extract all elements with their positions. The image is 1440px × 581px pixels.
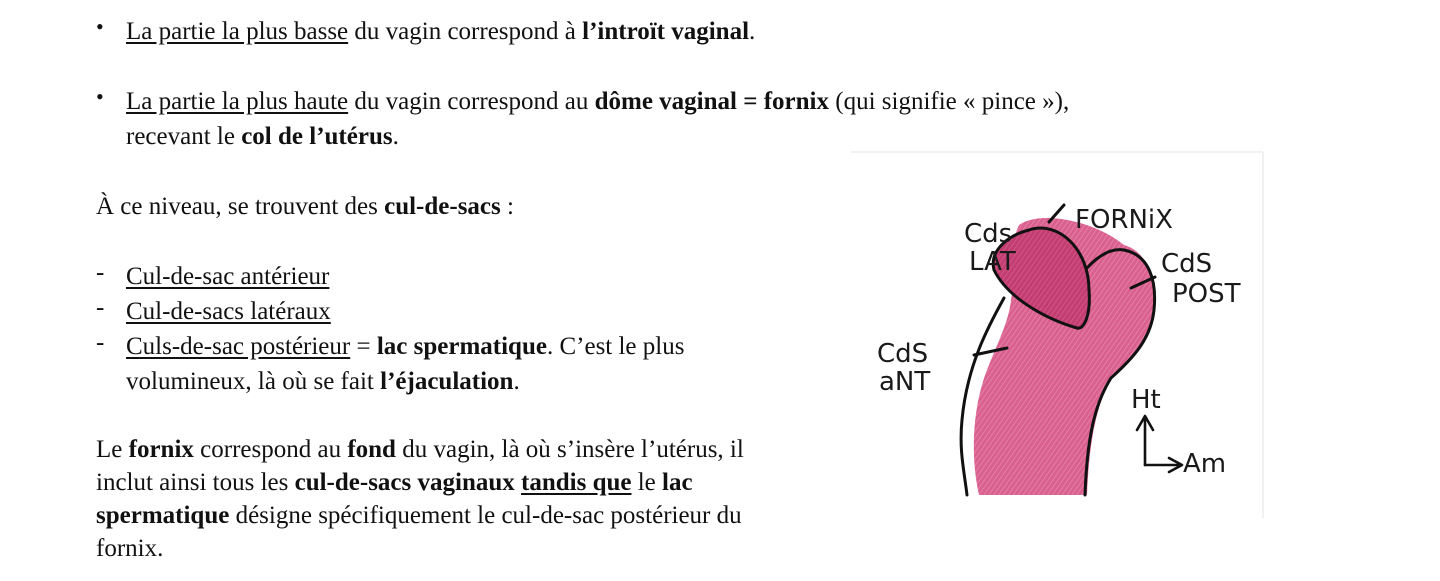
list-item-lateral bbox=[126, 294, 331, 329]
bullet-icon: • bbox=[96, 84, 104, 109]
label-cds-post-1: CdS bbox=[1161, 249, 1213, 279]
bold-term: l’éjaculation bbox=[380, 368, 514, 395]
bold-term: spermatique bbox=[96, 502, 230, 529]
paragraph-line-1 bbox=[96, 433, 744, 466]
arrow-up-icon bbox=[1137, 416, 1153, 465]
dash-marker: - bbox=[96, 259, 105, 286]
text: À ce niveau, se trouvent des bbox=[96, 193, 385, 220]
label-ht: Ht bbox=[1131, 385, 1161, 415]
bold-term: cul-de-sacs bbox=[384, 193, 501, 220]
underlined-phrase: Cul-de-sacs latéraux bbox=[126, 298, 331, 325]
label-cds-ant-1: CdS bbox=[877, 339, 929, 369]
fornix-drawing-svg bbox=[849, 150, 1265, 520]
text: = bbox=[350, 333, 377, 360]
list-item-posterior bbox=[126, 329, 684, 399]
label-fornix: FORNiX bbox=[1075, 205, 1173, 235]
fornix-drawing bbox=[849, 150, 1265, 520]
bold-term: lac spermatique bbox=[376, 333, 547, 360]
text: : bbox=[500, 193, 514, 220]
list-item-line-2 bbox=[126, 364, 684, 399]
text: du vagin correspond à bbox=[348, 18, 583, 45]
arrow-right-icon bbox=[1145, 458, 1182, 472]
underlined-phrase: La partie la plus haute bbox=[126, 88, 349, 115]
text: . bbox=[749, 18, 756, 45]
text: du vagin, là où s’insère l’utérus, il bbox=[395, 436, 744, 463]
bullet-icon: • bbox=[96, 14, 104, 39]
text: . C’est le plus bbox=[546, 333, 685, 360]
label-cds-ant-2: aNT bbox=[879, 367, 931, 397]
text: correspond au bbox=[193, 436, 348, 463]
label-am: Am bbox=[1183, 449, 1227, 479]
text: volumineux, là où se fait bbox=[126, 368, 381, 395]
bold-term: fond bbox=[347, 436, 396, 463]
bold-term: l’introït vaginal bbox=[582, 18, 750, 45]
bold-term: col de l’utérus bbox=[241, 123, 393, 150]
text: fornix. bbox=[96, 535, 164, 562]
bold-term: dôme vaginal = fornix bbox=[594, 88, 829, 115]
intro-sentence bbox=[96, 189, 514, 224]
bold-term: cul-de-sacs vaginaux bbox=[294, 469, 515, 496]
text: recevant le bbox=[126, 123, 242, 150]
paragraph-line-4 bbox=[96, 532, 744, 565]
label-cds-post-2: POST bbox=[1172, 279, 1241, 309]
paragraph-line-2 bbox=[96, 466, 744, 499]
text: (qui signifie « pince »), bbox=[829, 88, 1070, 115]
bullet-highest-part bbox=[126, 84, 1069, 154]
list-item-anterior bbox=[126, 259, 329, 294]
text: le bbox=[631, 469, 663, 496]
bold-underlined-term: tandis que bbox=[521, 469, 632, 496]
text: . bbox=[392, 123, 399, 150]
text: inclut ainsi tous les bbox=[96, 469, 295, 496]
bullet-line-1 bbox=[126, 84, 1069, 119]
fornix-paragraph bbox=[96, 433, 744, 565]
paragraph-line-3 bbox=[96, 499, 744, 532]
underlined-phrase: Culs-de-sac postérieur bbox=[126, 333, 351, 360]
text: . bbox=[513, 368, 520, 395]
bold-term: lac bbox=[662, 469, 693, 496]
dash-marker: - bbox=[96, 329, 105, 356]
text: du vagin correspond au bbox=[348, 88, 595, 115]
text: Le bbox=[96, 436, 129, 463]
list-item-line-1 bbox=[126, 329, 684, 364]
label-cds-lat-1: Cds bbox=[964, 219, 1013, 249]
bullet-lowest-part bbox=[126, 14, 755, 49]
label-cds-lat-2: LAT bbox=[969, 247, 1016, 277]
dash-marker: - bbox=[96, 294, 105, 321]
bullet-line-2 bbox=[126, 119, 1069, 154]
underlined-phrase: Cul-de-sac antérieur bbox=[126, 263, 330, 290]
text: désigne spécifiquement le cul-de-sac postérieur du bbox=[229, 502, 742, 529]
underlined-phrase: La partie la plus basse bbox=[126, 18, 349, 45]
bold-term: fornix bbox=[128, 436, 194, 463]
